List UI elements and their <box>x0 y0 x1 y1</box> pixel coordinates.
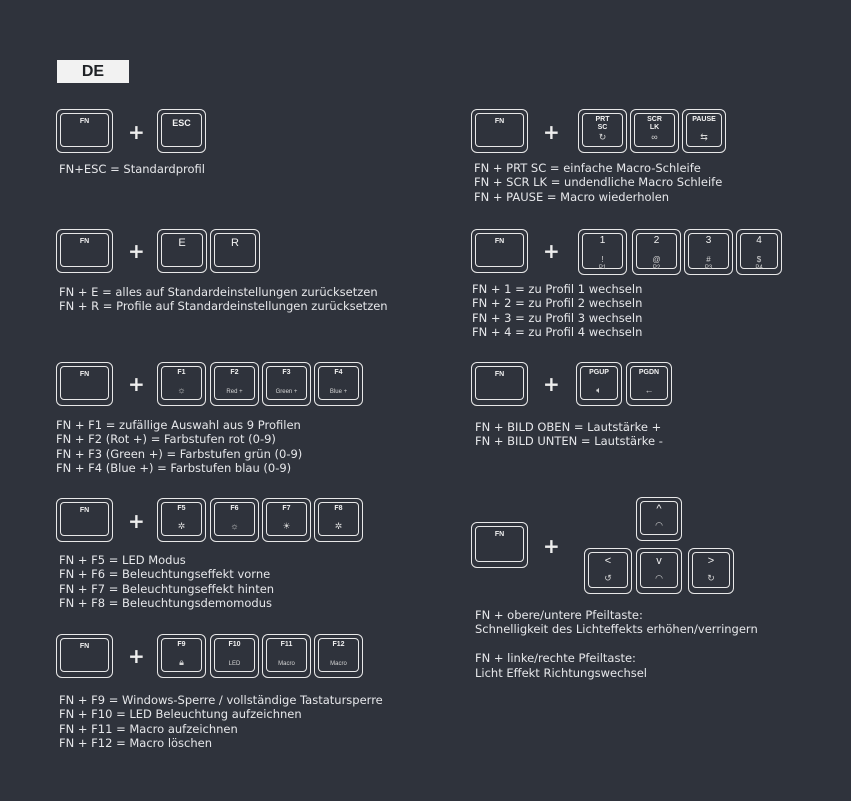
plus-sign: + <box>543 239 560 263</box>
infinity-icon: ∞ <box>651 132 658 142</box>
repeat-icon: ⇆ <box>700 132 708 142</box>
lock-icon: 🔒︎ <box>179 657 184 667</box>
arrow-up-icon: ^ <box>656 503 662 515</box>
key-1: 1 ! P1 <box>578 229 627 275</box>
volume-up-icon: 🔈︎ <box>596 385 602 395</box>
fn-key: FN <box>471 229 528 273</box>
pause-key: PAUSE ⇆ <box>682 109 726 153</box>
key-3: 3 # P3 <box>684 229 733 275</box>
language-badge: DE <box>57 60 129 83</box>
f4-key: F4 Blue + <box>314 362 363 406</box>
arrow-down-icon: v <box>656 555 662 567</box>
pgdn-key: PGDN ← <box>626 362 672 406</box>
arrows-description: FN + obere/untere Pfeiltaste: Schnelligkeit des Lichteffekts erhöhen/verringern FN + linke/rechte Pfeiltaste: Licht Effekt Richtungswechsel <box>475 608 758 680</box>
plus-sign: + <box>128 509 145 533</box>
arrow-right-key <box>688 548 734 594</box>
fn-key: FN <box>56 109 113 153</box>
f11-key: F11 Macro <box>262 634 311 678</box>
arrow-up-key <box>636 497 682 541</box>
direction-right-icon: ↻ <box>707 573 715 583</box>
pgup-key: PGUP 🔈︎ <box>576 362 622 406</box>
f8-key: F8 ✲ <box>314 498 363 542</box>
f7-key: F7 ☀ <box>262 498 311 542</box>
plus-sign: + <box>543 534 560 558</box>
fn-key: FN <box>56 498 113 542</box>
plus-sign: + <box>543 120 560 144</box>
scrlk-key: SCR LK ∞ <box>630 109 679 153</box>
arrow-down-key <box>636 548 682 594</box>
light-demo-icon: ✲ <box>334 521 343 531</box>
plus-sign: + <box>543 372 560 396</box>
volume-down-icon: ← <box>644 385 654 395</box>
plus-sign: + <box>128 239 145 263</box>
fn-key: FN <box>56 362 113 406</box>
f3-key: F3 Green + <box>262 362 311 406</box>
direction-left-icon: ↺ <box>604 573 612 583</box>
arrow-left-icon: < <box>604 555 612 567</box>
plus-sign: + <box>128 644 145 668</box>
f5-key: F5 ✲ <box>157 498 206 542</box>
macro-description: FN + PRT SC = einfache Macro-Schleife FN + SCR LK = undendliche Macro Schleife FN + PAUSE = Macro wiederholen <box>474 161 723 204</box>
volume-description: FN + BILD OBEN = Lautstärke + FN + BILD UNTEN = Lautstärke - <box>475 420 663 449</box>
f9-key: F9 🔒︎ <box>157 634 206 678</box>
f1-key: F1 ☼ <box>157 362 206 406</box>
f2-key: F2 Red + <box>210 362 259 406</box>
plus-sign: + <box>128 372 145 396</box>
fn-key: FN <box>56 229 113 273</box>
fn-key: FN <box>56 634 113 678</box>
esc-key: ESC <box>157 109 206 153</box>
prtsc-key: PRT SC ↻ <box>578 109 627 153</box>
led-mode-icon: ✲ <box>177 521 186 531</box>
profiles-description: FN + 1 = zu Profil 1 wechseln FN + 2 = zu Profil 2 wechseln FN + 3 = zu Profil 3 wechseln FN + 4 = zu Profil 4 wechseln <box>472 282 643 340</box>
reset-description: FN + E = alles auf Standardeinstellungen zurücksetzen FN + R = Profile auf Standardeinstellungen zurücksetzen <box>59 285 388 314</box>
f1-f4-description: FN + F1 = zufällige Auswahl aus 9 Profilen FN + F2 (Rot +) = Farbstufen rot (0-9) FN + F3 (Green +) = Farbstufen grün (0-9) FN + F4 (Blue +) = Farbstufen blau (0-9) <box>56 418 303 476</box>
fn-key: FN <box>471 109 528 153</box>
e-key: E <box>157 229 207 273</box>
f6-key: F6 ☼ <box>210 498 259 542</box>
plus-sign: + <box>128 120 145 144</box>
r-key: R <box>210 229 260 273</box>
speed-up-icon: ◠ <box>655 520 663 530</box>
light-back-icon: ☀ <box>282 521 291 531</box>
fn-key: FN <box>471 522 528 568</box>
key-2: 2 @ P2 <box>632 229 681 275</box>
f5-f8-description: FN + F5 = LED Modus FN + F6 = Beleuchtungseffekt vorne FN + F7 = Beleuchtungseffekt hinten FN + F8 = Beleuchtungsdemomodus <box>59 553 275 611</box>
light-front-icon: ☼ <box>230 521 239 531</box>
fn-key: FN <box>471 362 528 406</box>
f12-key: F12 Macro <box>314 634 363 678</box>
f9-f12-description: FN + F9 = Windows-Sperre / vollständige Tastatursperre FN + F10 = LED Beleuchtung aufzeichnen FN + F11 = Macro aufzeichnen FN + F12 = Macro löschen <box>59 693 383 751</box>
key-4: 4 $ P4 <box>736 229 782 275</box>
speed-down-icon: ◠ <box>655 573 663 583</box>
f10-key: F10 LED <box>210 634 259 678</box>
arrow-right-icon: > <box>707 555 715 567</box>
arrow-left-key <box>584 548 632 594</box>
light-icon: ☼ <box>177 385 186 395</box>
esc-description: FN+ESC = Standardprofil <box>59 162 205 176</box>
loop-once-icon: ↻ <box>598 132 607 142</box>
